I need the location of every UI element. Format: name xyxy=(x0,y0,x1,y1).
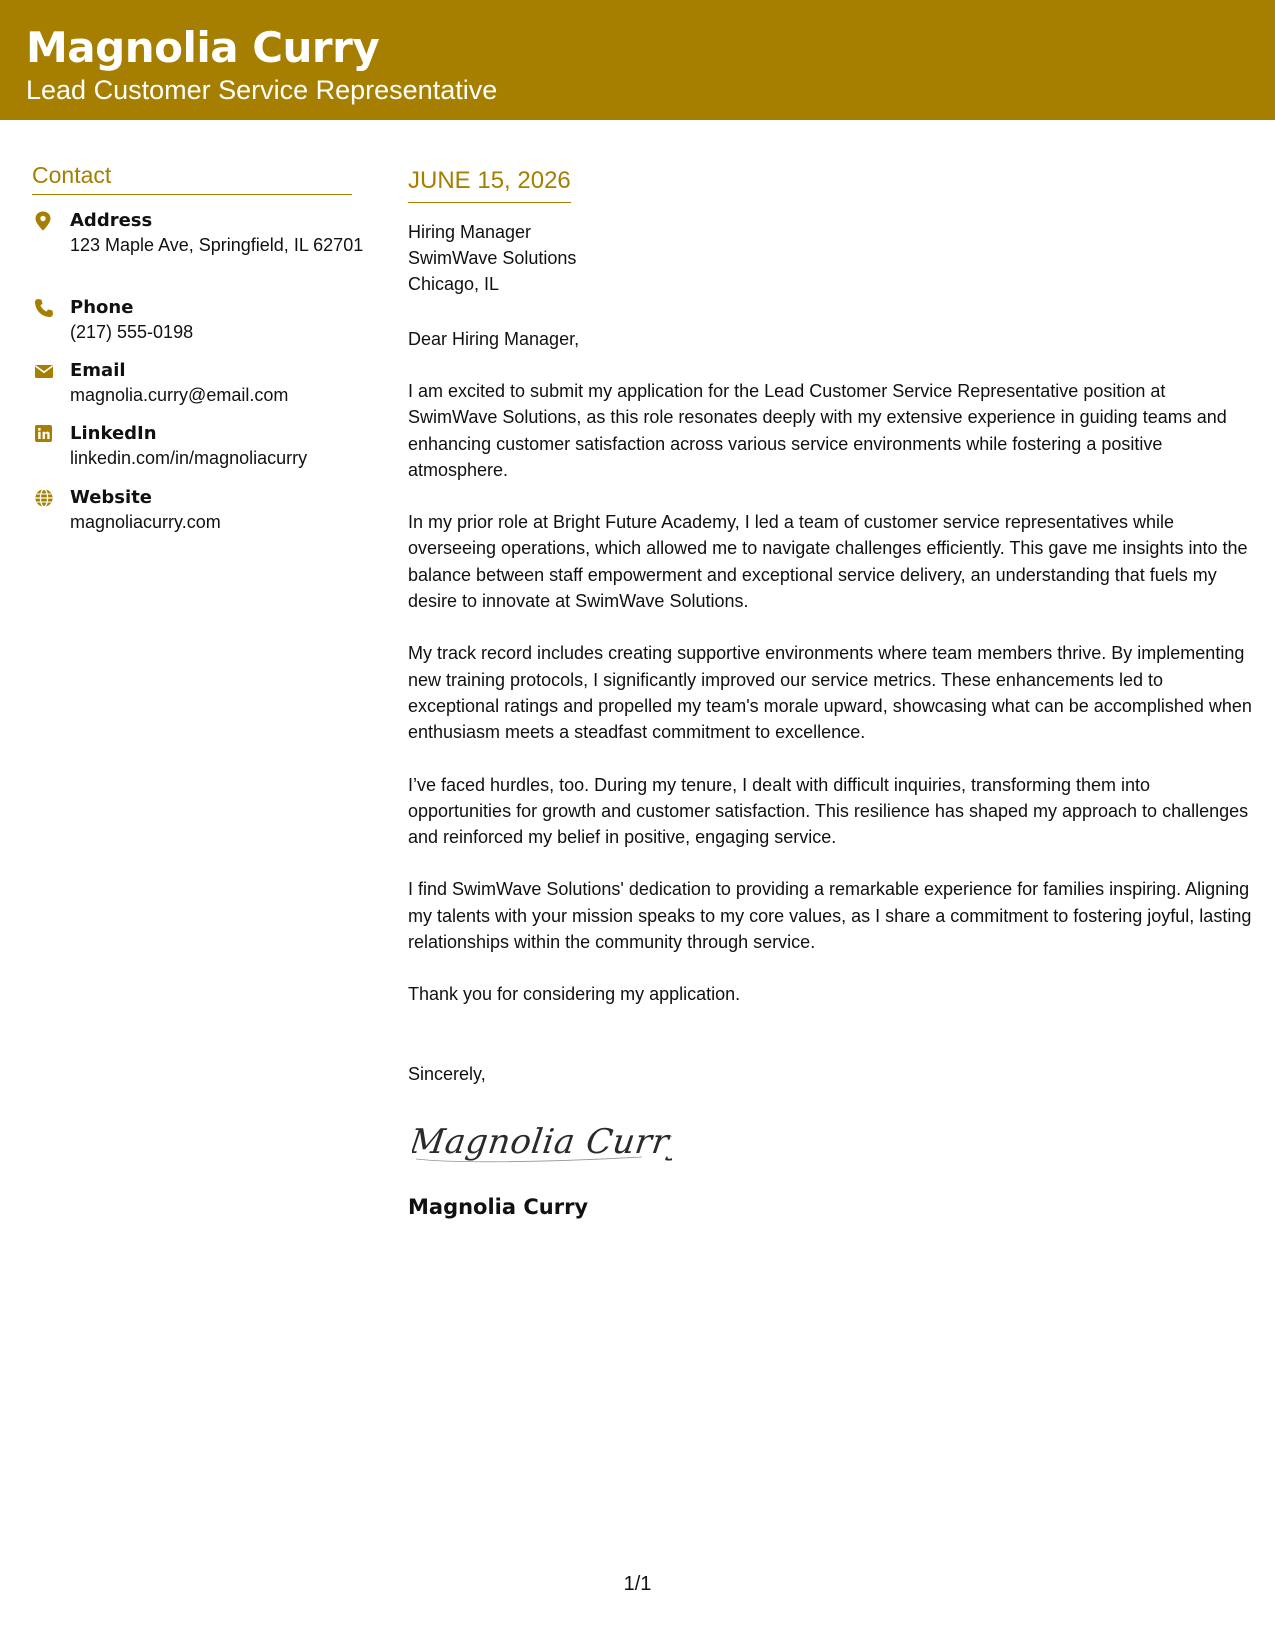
recipient-line: Chicago, IL xyxy=(408,274,500,294)
recipient-block xyxy=(408,219,1253,297)
contact-sidebar xyxy=(32,160,364,532)
contact-item-phone xyxy=(32,296,390,344)
address-label: Address xyxy=(70,210,153,231)
phone-icon xyxy=(34,298,52,316)
linkedin-value: linkedin.com/in/magnoliacurry xyxy=(70,448,308,468)
linkedin-label: LinkedIn xyxy=(70,423,157,444)
contact-item-linkedin xyxy=(32,422,390,470)
applicant-name: Magnolia Curry xyxy=(26,23,380,72)
svg-text:Magnolia Curry: Magnolia Curry xyxy=(412,1121,672,1162)
email-value: magnolia.curry@email.com xyxy=(70,385,289,405)
letter-paragraph: I find SwimWave Solutions' dedication to providing a remarkable experience for families inspiring. Aligning my talents with your mission speaks to my core values, as I share a commitment to fostering joyful, lasting relationships within the community through service. xyxy=(408,879,1252,953)
page-number: 1/1 xyxy=(623,1573,652,1595)
signed-name: Magnolia Curry xyxy=(408,1194,589,1219)
recipient-line: Hiring Manager xyxy=(408,222,532,242)
salutation: Dear Hiring Manager, xyxy=(408,329,580,349)
phone-value: (217) 555-0198 xyxy=(70,322,194,342)
website-value: magnoliacurry.com xyxy=(70,512,221,532)
phone-label: Phone xyxy=(70,297,134,318)
letter-paragraph: My track record includes creating supportive environments where team members thrive. By implementing new training protocols, I significantly improved our service metrics. These enhancements led to exceptional ratings and propelled my team's morale upward, showcasing what can be accomplished when enthusiasm meets a steadfast commitment to excellence. xyxy=(408,643,1252,743)
job-title: Lead Customer Service Representative xyxy=(26,75,498,105)
contact-item-email xyxy=(32,359,390,407)
handwritten-signature xyxy=(412,1113,672,1171)
letter-body xyxy=(408,164,1253,1221)
contact-heading: Contact xyxy=(32,160,352,195)
envelope-icon xyxy=(34,361,52,379)
website-label: Website xyxy=(70,487,153,508)
letter-paragraph: Thank you for considering my application. xyxy=(408,984,741,1005)
closing: Sincerely, xyxy=(408,1063,486,1084)
contact-item-address xyxy=(32,209,390,257)
linkedin-icon xyxy=(34,424,52,442)
letter-paragraph: I’ve faced hurdles, too. During my tenure, I dealt with difficult inquiries, transforming them into opportunities for growth and customer satisfaction. This resilience has shaped my approach to challenges and reinforced my belief in positive, engaging service. xyxy=(408,774,1249,848)
map-pin-icon xyxy=(34,211,52,229)
recipient-line: SwimWave Solutions xyxy=(408,248,577,268)
letter-paragraph: I am excited to submit my application for the Lead Customer Service Representative position at SwimWave Solutions, as this role resonates deeply with my extensive experience in guiding teams and enhancing customer satisfaction across various service environments while fostering a positive atmosphere. xyxy=(408,381,1227,480)
email-label: Email xyxy=(70,360,126,381)
letter-date: JUNE 15, 2026 xyxy=(408,164,571,203)
globe-icon xyxy=(34,488,52,506)
address-value: 123 Maple Ave, Springfield, IL 62701 xyxy=(70,235,364,255)
letter-paragraph: In my prior role at Bright Future Academy, I led a team of customer service representatives while overseeing operations, which allowed me to navigate challenges efficiently. This gave me insights into the balance between staff empowerment and exceptional service delivery, an understanding that fuels my desire to innovate at SwimWave Solutions. xyxy=(408,512,1248,612)
contact-item-website xyxy=(32,486,390,534)
header-banner xyxy=(0,0,1275,120)
